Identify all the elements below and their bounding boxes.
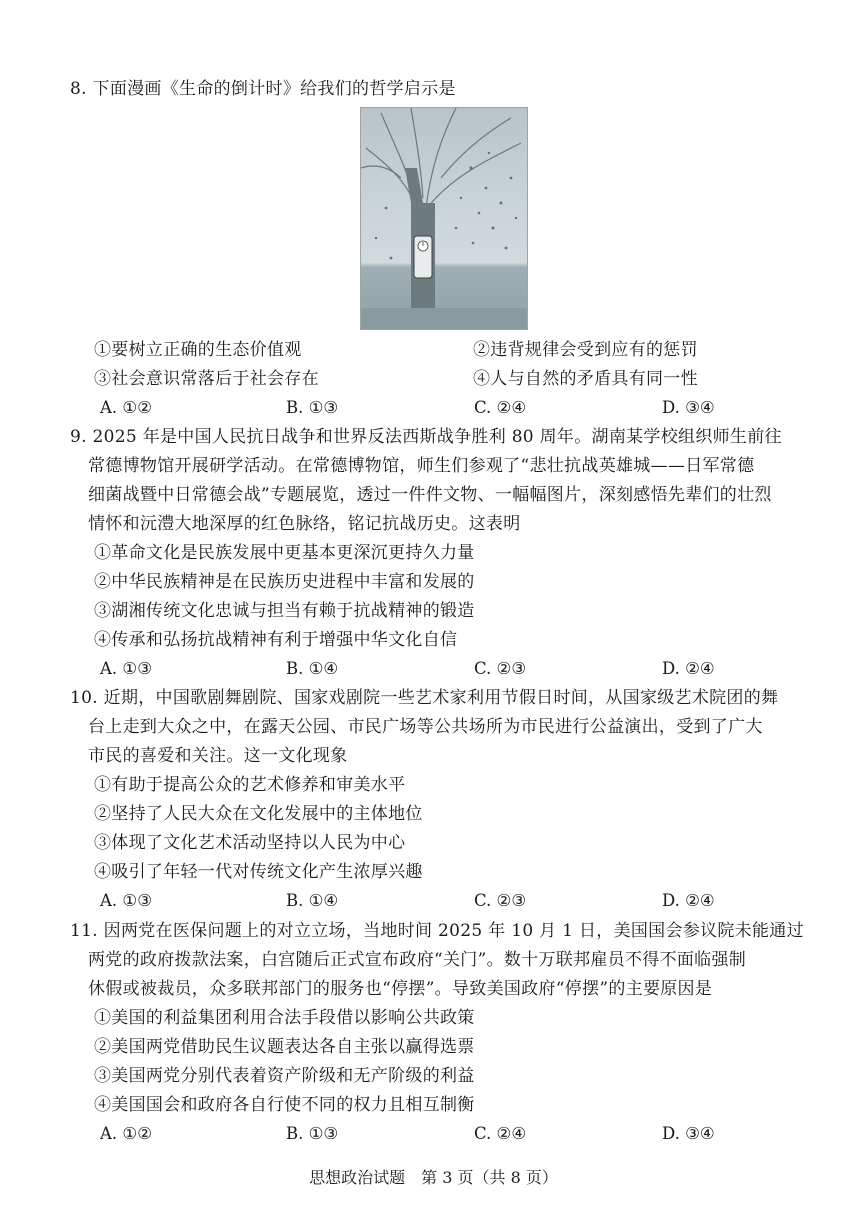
q10-item-4: ④吸引了年轻一代对传统文化产生浓厚兴趣 (94, 862, 423, 882)
q9-stem-line-3: 细菌战暨中日常德会战”专题展览，透过一件件文物、一幅幅图片，深刻感悟先辈们的壮烈 (88, 485, 772, 505)
q9-option-b: B. ①④ (286, 659, 339, 678)
q9-stem-line-1: 9. 2025 年是中国人民抗日战争和世界反法西斯战争胜利 80 周年。湖南某学校组织师生前往 (70, 427, 782, 447)
q11-option-c: C. ②④ (474, 1124, 527, 1143)
cartoon-figure (360, 107, 528, 330)
q9-stem-line-2: 常德博物馆开展研学活动。在常德博物馆，师生们参观了“悲壮抗战英雄城——日军常德 (88, 456, 755, 476)
q9-item-3: ③湖湘传统文化忠诚与担当有赖于抗战精神的锻造 (94, 601, 475, 621)
q11-option-a: A. ①② (100, 1124, 152, 1143)
q8-option-a: A. ①② (100, 398, 152, 417)
q11-stem-line-1: 11. 因两党在医保问题上的对立立场，当地时间 2025 年 10 月 1 日，美国国会参议院未能通过 (70, 921, 804, 941)
q10-stem-line-3: 市民的喜爱和关注。这一文化现象 (88, 746, 348, 766)
q9-item-1: ①革命文化是民族发展中更基本更深沉更持久力量 (94, 543, 475, 563)
q8-item-2: ②违背规律会受到应有的惩罚 (473, 340, 698, 360)
q9-stem-line-4: 情怀和沅澧大地深厚的红色脉络，铭记抗战历史。这表明 (88, 514, 521, 534)
q11-stem-line-3: 休假或被裁员，众多联邦部门的服务也“停摆”。导致美国政府“停摆”的主要原因是 (88, 979, 713, 999)
q8-item-4: ④人与自然的矛盾具有同一性 (473, 369, 698, 389)
q9-option-c: C. ②③ (474, 659, 527, 678)
q10-option-c: C. ②③ (474, 891, 527, 910)
q8-option-c: C. ②④ (474, 398, 527, 417)
q9-item-2: ②中华民族精神是在民族历史进程中丰富和发展的 (94, 572, 475, 592)
q11-item-3: ③美国两党分别代表着资产阶级和无产阶级的利益 (94, 1066, 475, 1086)
q10-item-3: ③体现了文化艺术活动坚持以人民为中心 (94, 833, 406, 853)
q10-item-2: ②坚持了人民大众在文化发展中的主体地位 (94, 804, 423, 824)
q10-stem-line-1: 10. 近期，中国歌剧舞剧院、国家戏剧院一些艺术家利用节假日时间，从国家级艺术院团的舞 (70, 688, 779, 708)
q11-option-b: B. ①③ (286, 1124, 339, 1143)
q9-item-4: ④传承和弘扬抗战精神有利于增强中华文化自信 (94, 630, 458, 650)
q8-option-d: D. ③④ (662, 398, 715, 417)
q10-option-b: B. ①④ (286, 891, 339, 910)
q11-item-1: ①美国的利益集团利用合法手段借以影响公共政策 (94, 1008, 475, 1028)
q11-item-4: ④美国国会和政府各自行使不同的权力且相互制衡 (94, 1095, 475, 1115)
q11-item-2: ②美国两党借助民生议题表达各自主张以赢得选票 (94, 1037, 475, 1057)
page-footer: 思想政治试题 第 3 页（共 8 页） (309, 1168, 558, 1187)
q9-option-d: D. ②④ (662, 659, 715, 678)
q8-option-b: B. ①③ (286, 398, 339, 417)
q10-option-a: A. ①③ (100, 891, 152, 910)
q9-option-a: A. ①③ (100, 659, 152, 678)
q10-item-1: ①有助于提高公众的艺术修养和审美水平 (94, 775, 406, 795)
tree-clock-illustration (361, 108, 527, 329)
q11-option-d: D. ③④ (662, 1124, 715, 1143)
q11-stem-line-2: 两党的政府拨款法案，白宫随后正式宣布政府“关门”。数十万联邦雇员不得不面临强制 (88, 950, 747, 970)
q10-stem-line-2: 台上走到大众之中，在露天公园、市民广场等公共场所为市民进行公益演出，受到了广大 (88, 717, 763, 737)
q10-option-d: D. ②④ (662, 891, 715, 910)
q8-item-3: ③社会意识常落后于社会存在 (94, 369, 319, 389)
q8-stem: 8. 下面漫画《生命的倒计时》给我们的哲学启示是 (70, 79, 456, 99)
q8-item-1: ①要树立正确的生态价值观 (94, 340, 302, 360)
